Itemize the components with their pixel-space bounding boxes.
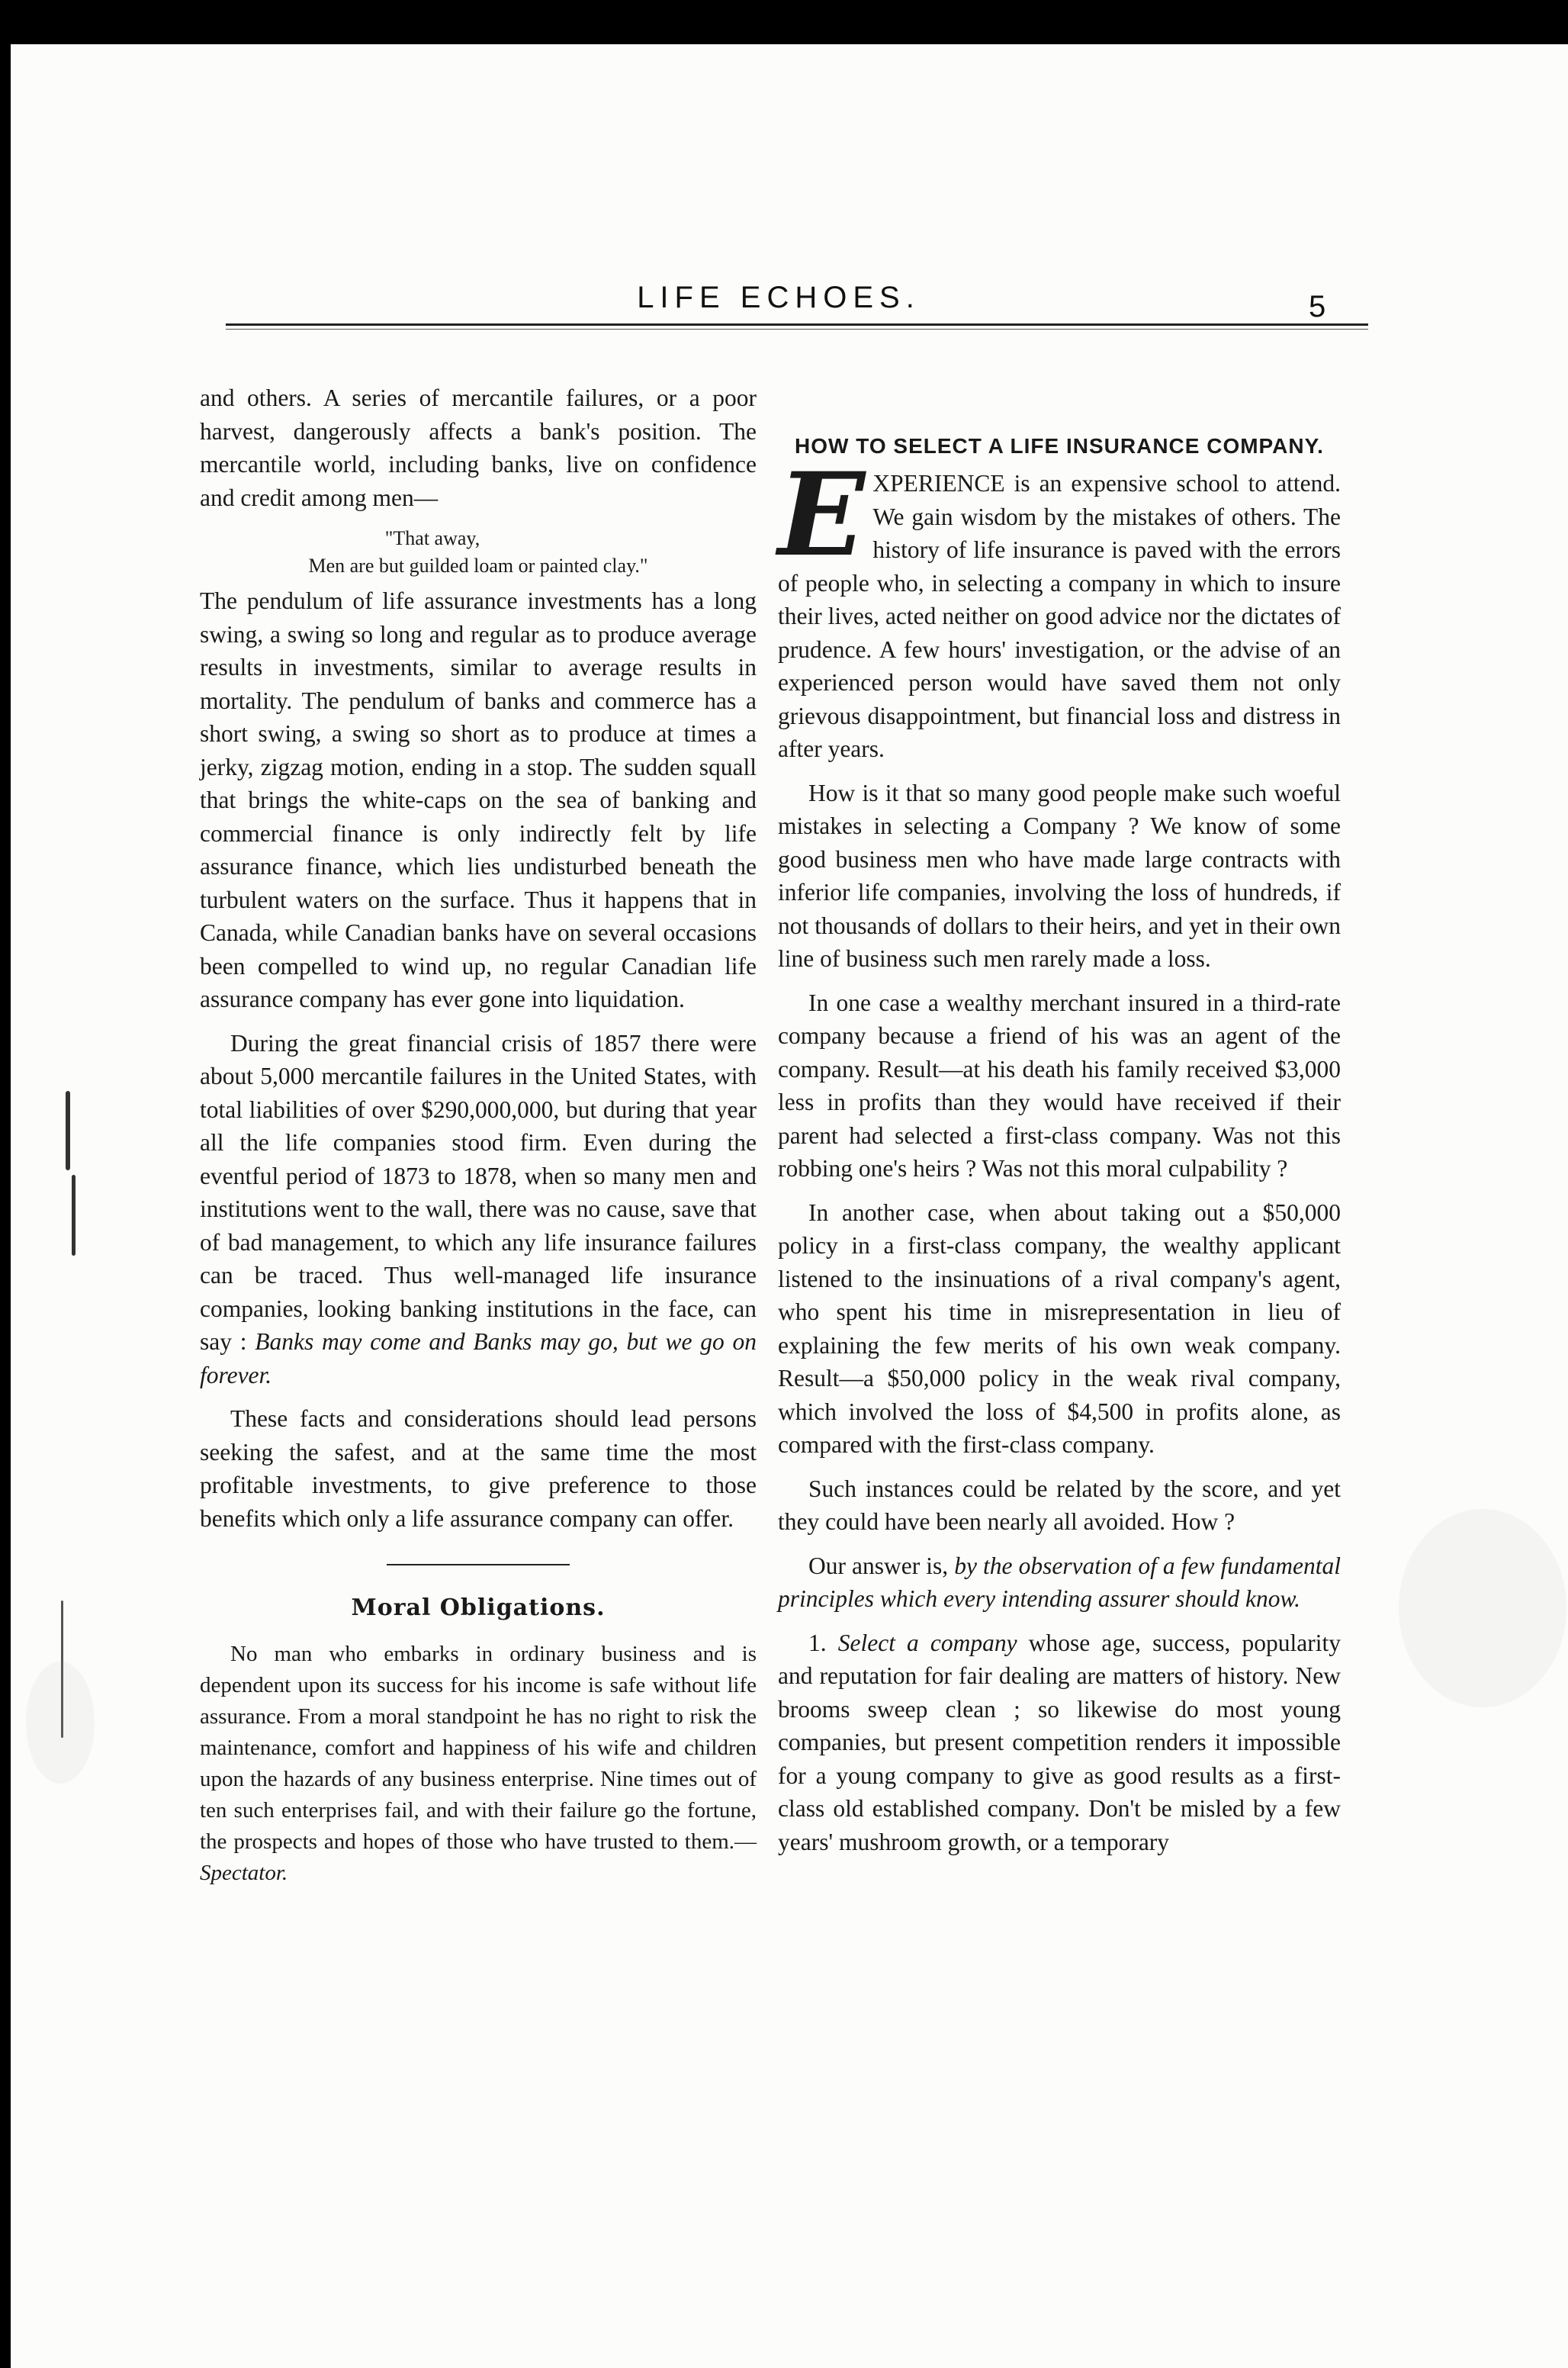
paragraph (200, 1027, 757, 1392)
paragraph: Such instances could be related by the score, and yet they could have been nearly all avoided. How ? (778, 1475, 1341, 1535)
paper-stain (26, 1662, 95, 1784)
section-divider (387, 1564, 570, 1565)
paragraph (200, 1639, 757, 1889)
source-credit: Spectator. (200, 1860, 288, 1885)
scan-mark (72, 1175, 76, 1256)
italic-quote: Banks may come and Banks may go, but we go on forever. (200, 1328, 757, 1388)
paragraph: These facts and considerations should lead persons seeking the safest, and at the same time the most profitable investments, to give preference to those benefits which only a life assurance company can offer. (200, 1405, 757, 1532)
article-heading: HOW TO SELECT A LIFE INSURANCE COMPANY. (795, 434, 1324, 458)
verse-line: "That away, (384, 527, 480, 549)
scan-mark (66, 1091, 70, 1170)
paragraph: How is it that so many good people make such woeful mistakes in selecting a Company ? We know of some good business men who have made large contracts with inferior life companies, involving the loss of hundreds, if not thousands of dollars to their heirs, and yet in their own line of business such men rarely made a loss. (778, 779, 1341, 972)
paragraph-text: During the great financial crisis of 1857 there were about 5,000 mercantile failures in the United States, with total liabilities of over $290,000,000, but during that year all the life companies stood firm. Even during the eventful period of 1873 to 1878, when so many men and institutions went to the wall, there was no cause, save that of bad management, to which any life insurance failures can be traced. Thus well-managed life insurance companies, looking banking institutions in the face, can say : (200, 1029, 757, 1355)
paragraph: The pendulum of life assurance investments has a long swing, a swing so long and regular as to produce average results in investments, similar to average results in mortality. The pendulum of banks and commerce has a short swing, a swing so short as to produce at times a jerky, zigzag motion, ending in a stop. The sudden squall that brings the white-caps on the sea of banking and commercial finance is only indirectly felt by life assurance finance, which lies undisturbed beneath the turbulent waters on the surface. Thus it happens that in Canada, while Canadian banks have on several occasions been compelled to wind up, no regular Canadian life assurance company has ever gone into liquidation. (200, 587, 757, 1012)
paragraph-text: whose age, success, popularity and reputation for fair dealing are matters of history. New brooms sweep clean ; so likewise do most young companies, but present competition renders it impossible for a young company to give as good results as a first-class old established company. Don't be misled by a few years' mushroom growth, or a temporary (778, 1629, 1341, 1855)
right-column (778, 381, 1341, 1869)
paragraph-text: XPERIENCE is an expensive school to attend. We gain wisdom by the mistakes of others. The history of life insurance is paved with the errors of people who, in selecting a company in which to insure their lives, acted neither on good advice nor the dictates of prudence. A few hours' investigation, or the advise of an experienced person would have saved them not only grievous disappointment, but financial loss and distress in after years. (778, 470, 1341, 762)
page-number: 5 (1309, 290, 1326, 323)
paper-stain (1399, 1509, 1566, 1707)
paragraph: and others. A series of mercantile failures, or a poor harvest, dangerously affects a bank's position. The mercantile world, including banks, live on confidence and credit among men— (200, 384, 757, 511)
paragraph-text: No man who embarks in ordinary business and is dependent upon its success for his income is safe without life assurance. From a moral standpoint he has no right to risk the maintenance, comfort and happiness of his wife and children upon the hazards of any business enterprise. Nine times out of ten such enterprises fail, and with their failure go the fortune, the prospects and hopes of those who have trusted to them.— (200, 1641, 757, 1854)
left-column (200, 381, 757, 1900)
section-heading: Moral Obligations. (351, 1594, 606, 1621)
running-title: LIFE ECHOES. (637, 281, 921, 314)
paragraph-text: Our answer is, (808, 1552, 949, 1579)
list-number: 1. (808, 1629, 827, 1656)
header-rule (226, 323, 1368, 326)
drop-cap: E (778, 448, 866, 582)
italic-text: Select a company (837, 1629, 1017, 1656)
paragraph (778, 448, 1341, 766)
paragraph (778, 1626, 1341, 1859)
italic-text: by the observation of a few fundamental principles which every intending assurer should know. (778, 1552, 1341, 1612)
paragraph: In another case, when about taking out a $50,000 policy in a first-class company, the wealthy applicant listened to the insinuations of a rival company's agent, who spent his time in misrepresentation in lieu of explaining the few merits of his own weak company. Result—a $50,000 policy in the weak rival company, which involved the loss of $4,500 in profits alone, as compared with the first-class company. (778, 1198, 1341, 1458)
paragraph: In one case a wealthy merchant insured in a third-rate company because a friend of his was an agent of the company. Result—at his death his family received $3,000 less in profits than they would have received if their parent had selected a first-class company. Was not this robbing one's heirs ? Was not this moral culpability ? (778, 989, 1341, 1182)
verse-quote (200, 525, 757, 580)
verse-line: Men are but guilded loam or painted clay." (308, 555, 648, 577)
header-rule-thin (226, 329, 1368, 330)
paragraph (778, 1549, 1341, 1616)
